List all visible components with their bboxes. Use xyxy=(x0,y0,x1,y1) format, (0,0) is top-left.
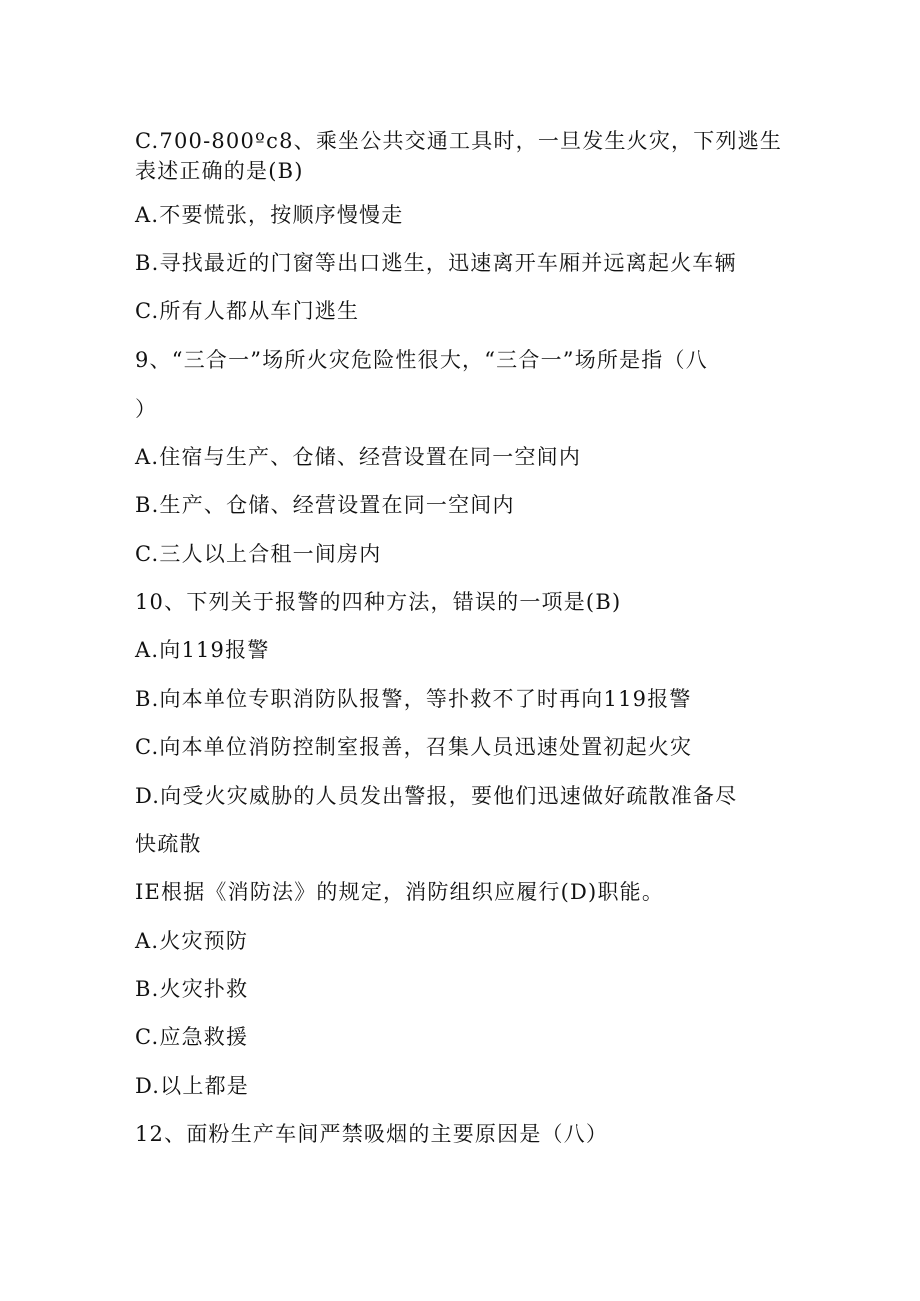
question-11-option-d: D.以上都是 xyxy=(135,1074,249,1098)
question-11-option-c: C.应急救援 xyxy=(135,1025,249,1049)
question-8-line-1: C.700-800ºc8、乘坐公共交通工具时，一旦发生火灾，下列逃生 xyxy=(135,129,783,153)
question-9-option-b: B.生产、仓储、经营设置在同一空间内 xyxy=(135,493,515,517)
question-12-line-1: 12、面粉生产车间严禁吸烟的主要原因是（八） xyxy=(135,1122,609,1146)
question-8-line-2: 表述正确的是(B) xyxy=(135,159,304,183)
question-11-option-a: A.火灾预防 xyxy=(135,929,249,953)
question-10-option-c: C.向本单位消防控制室报善，召集人员迅速处置初起火灾 xyxy=(135,735,693,759)
question-8-option-a: A.不要慌张，按顺序慢慢走 xyxy=(135,203,404,227)
question-9-option-c: C.三人以上合租一间房内 xyxy=(135,542,382,566)
question-8-option-c: C.所有人都从车门逃生 xyxy=(135,299,360,323)
question-11-option-b: B.火灾扑救 xyxy=(135,977,249,1001)
question-10-line-1: 10、下列关于报警的四种方法，错误的一项是(B) xyxy=(135,590,622,614)
question-10-option-b: B.向本单位专职消防队报警，等扑救不了时再向119报警 xyxy=(135,687,692,711)
question-10-option-d-line-2: 快疏散 xyxy=(135,832,202,856)
question-10-option-a: A.向119报警 xyxy=(135,638,270,662)
question-9-line-1: 9、“三合一”场所火灾危险性很大，“三合一”场所是指（八 xyxy=(135,348,708,372)
question-11-line-1: IE根据《消防法》的规定，消防组织应履行(D)职能。 xyxy=(135,880,665,904)
question-10-option-d-line-1: D.向受火灾威胁的人员发出警报，要他们迅速做好疏散准备尽 xyxy=(135,784,738,808)
question-9-option-a: A.住宿与生产、仓储、经营设置在同一空间内 xyxy=(135,445,582,469)
question-9-line-2: ） xyxy=(135,397,158,421)
question-8-option-b: B.寻找最近的门窗等出口逃生，迅速离开车厢并远离起火车辆 xyxy=(135,251,737,275)
